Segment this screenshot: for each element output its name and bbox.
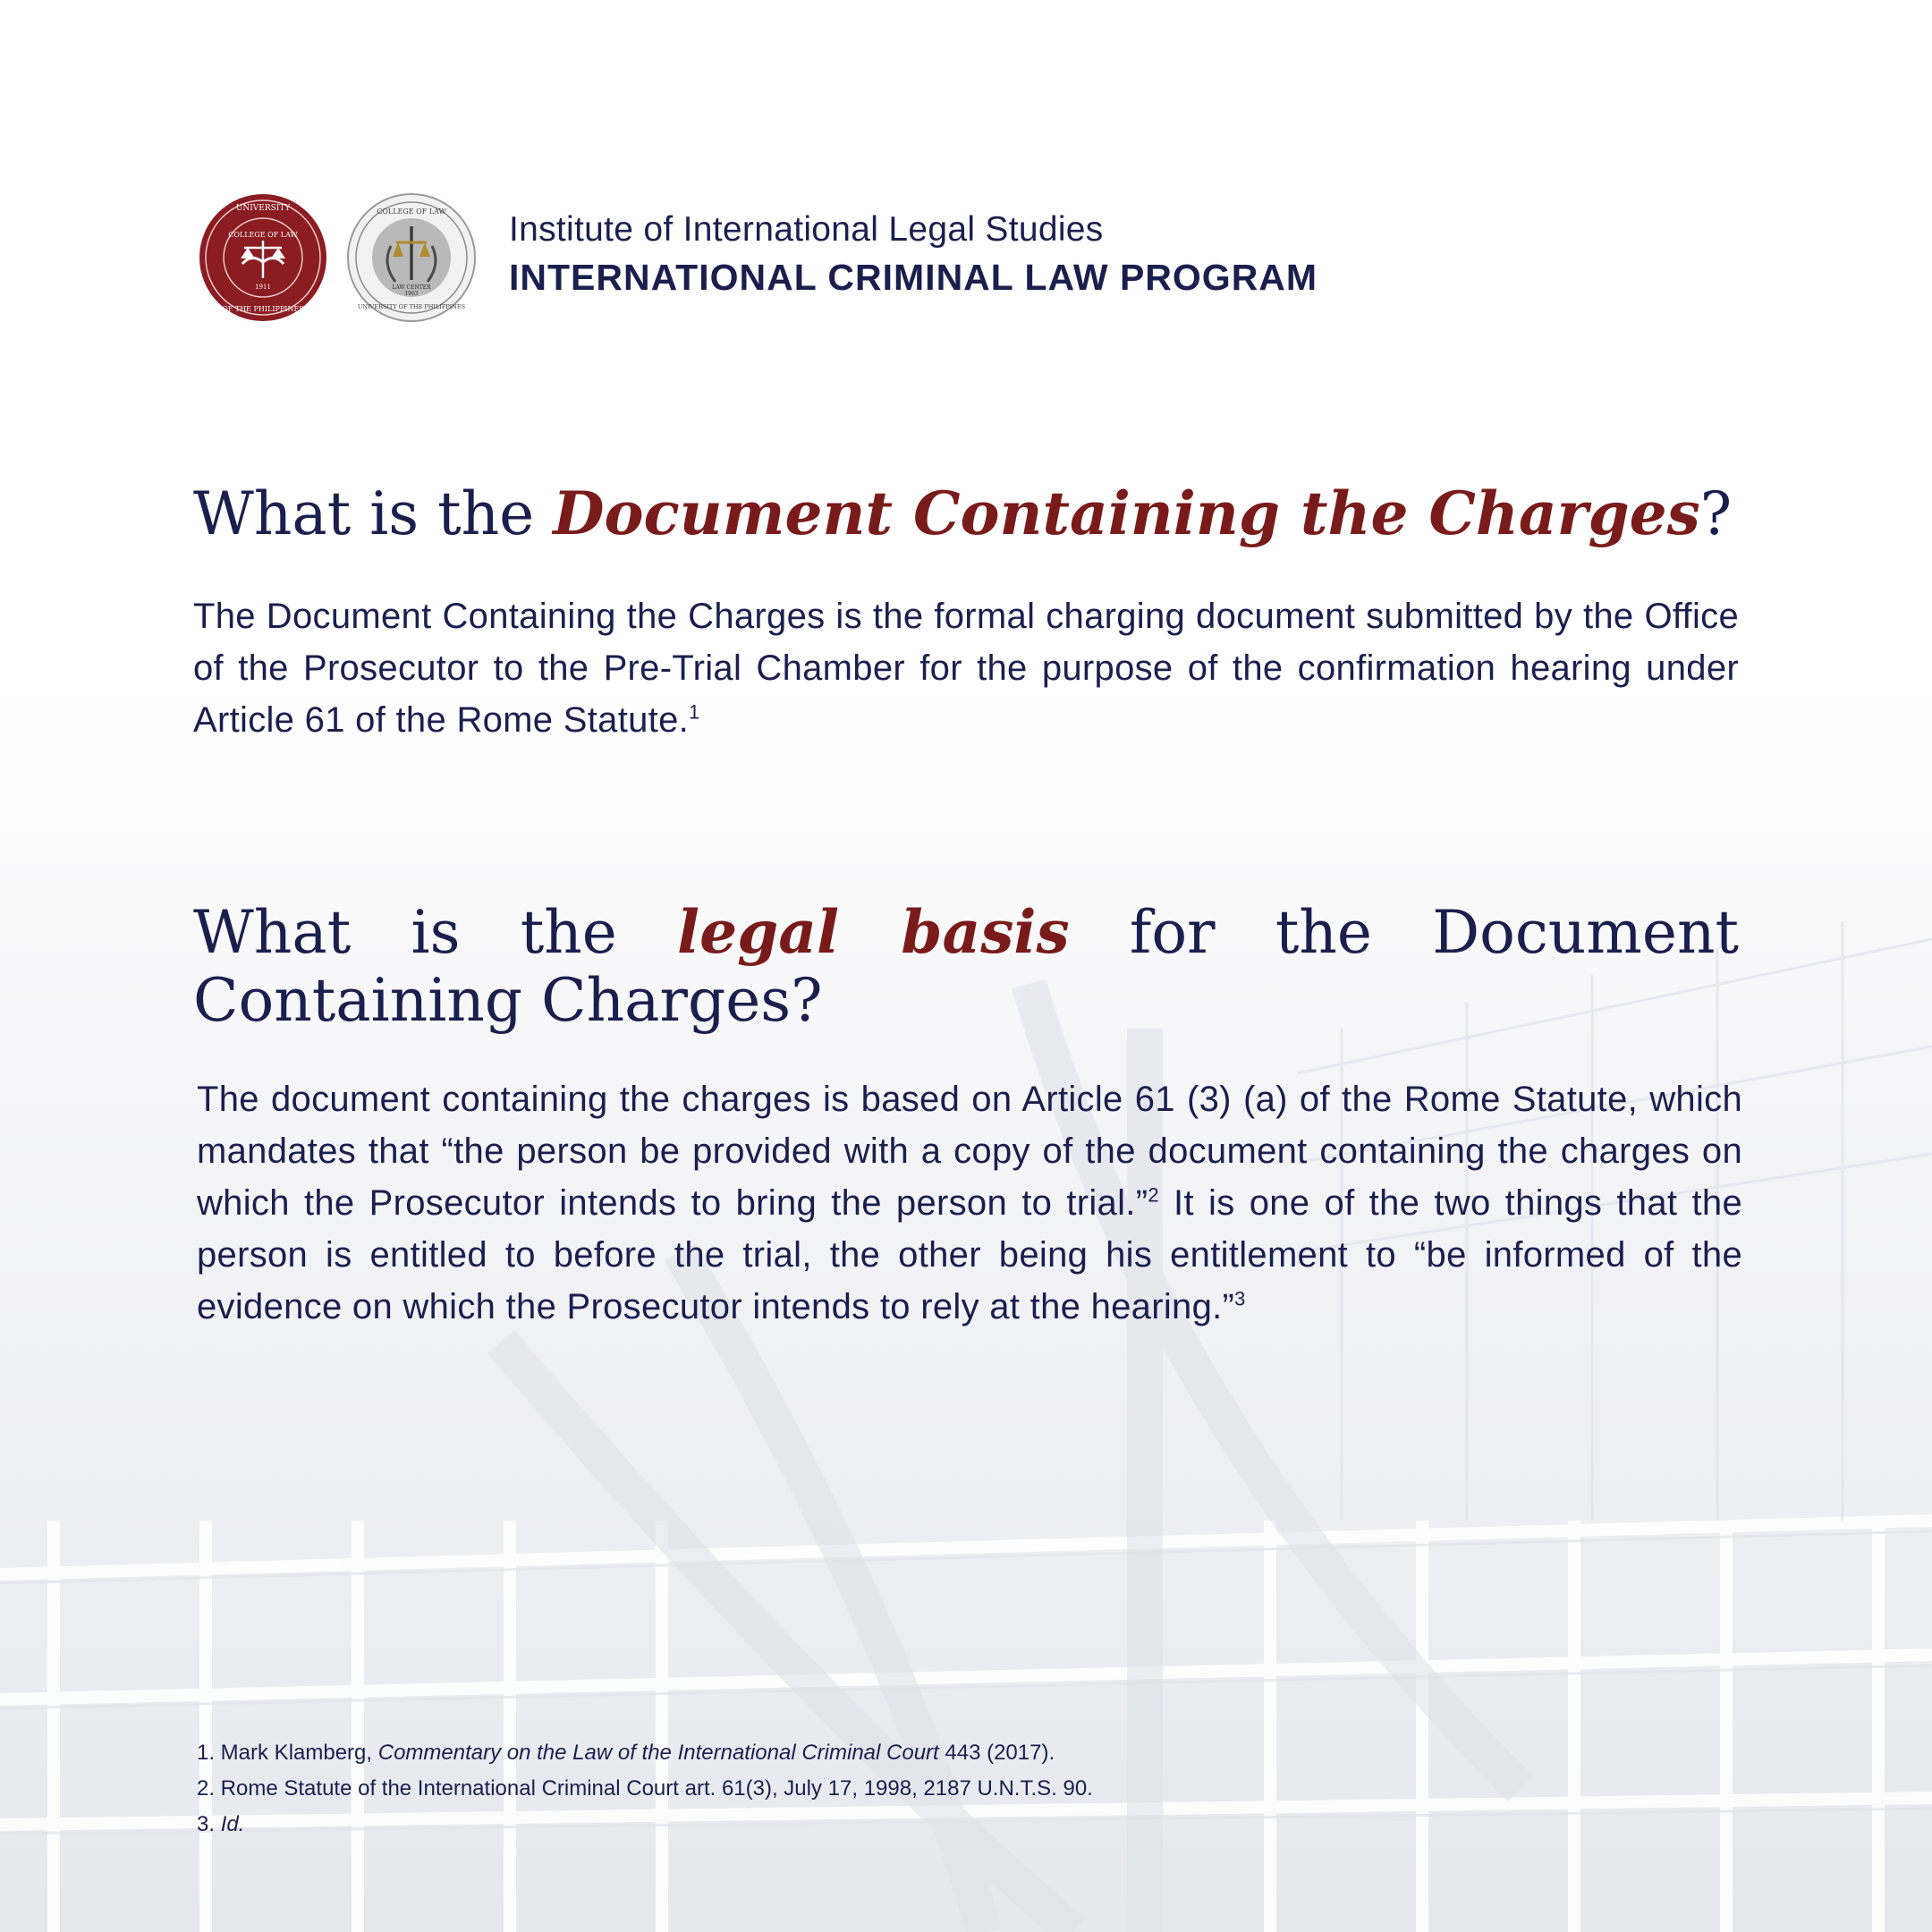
question-2-suffix: for the Document Containing Charges? — [193, 898, 1739, 1035]
svg-text:COLLEGE OF LAW: COLLEGE OF LAW — [228, 231, 298, 239]
answer-2-text-a: The document containing the charges is based on Article 61 (3) (a) of the Rome Statute, which mandates that “the person be provided with a copy of the document containing the charges on which the Prosecutor intends to bring the person to trial.” — [197, 1080, 1742, 1223]
svg-text:OF THE PHILIPPINES: OF THE PHILIPPINES — [222, 305, 304, 313]
footnote-3 — [197, 1807, 1628, 1843]
footnote-3-id: Id. — [220, 1812, 245, 1836]
svg-text:UNIVERSITY: UNIVERSITY — [235, 204, 291, 213]
svg-text:1963: 1963 — [404, 291, 419, 297]
svg-text:LAW CENTER: LAW CENTER — [392, 284, 431, 291]
program-name: INTERNATIONAL CRIMINAL LAW PROGRAM — [509, 257, 1318, 298]
footnote-1 — [197, 1735, 1628, 1771]
footnote-ref-2: 2 — [1148, 1183, 1159, 1207]
answer-2-text-b: It is one of the two things that the person is entitled to before the trial, the other being his entitlement to “be informed of the evidence on which the Prosecutor intends to rely at the hearing.” — [197, 1183, 1742, 1326]
svg-text:1911: 1911 — [255, 284, 271, 291]
question-1-heading — [193, 479, 1767, 549]
svg-text:COLLEGE OF LAW: COLLEGE OF LAW — [377, 208, 446, 216]
footnote-2-text: 2. Rome Statute of the International Criminal Court art. 61(3), July 17, 1998, 2187 U.N.T.S. 90. — [197, 1776, 1093, 1801]
institute-name: Institute of International Legal Studies — [509, 210, 1104, 249]
up-college-of-law-seal — [198, 192, 328, 323]
question-1-emphasis: Document Containing the Charges — [553, 479, 1700, 548]
footnote-ref-3: 3 — [1234, 1287, 1246, 1310]
footnote-2 — [197, 1771, 1628, 1807]
footnote-3-pre: 3. — [197, 1812, 221, 1836]
answer-2-paragraph — [197, 1073, 1742, 1333]
answer-1-paragraph — [193, 590, 1739, 746]
up-law-center-seal — [346, 192, 477, 323]
question-1-suffix: ? — [1699, 479, 1733, 548]
question-1-prefix: What is the — [193, 479, 554, 548]
question-2-heading — [193, 898, 1739, 1035]
footnotes — [197, 1735, 1628, 1843]
question-2-emphasis: legal basis — [677, 897, 1070, 967]
footnote-1-post: 443 (2017). — [938, 1741, 1055, 1765]
footnote-ref-1: 1 — [689, 700, 700, 724]
question-2-prefix: What is the — [193, 898, 678, 967]
footnote-1-title: Commentary on the Law of the International Criminal Court — [377, 1741, 939, 1765]
footnote-1-pre: 1. Mark Klamberg, — [197, 1741, 378, 1765]
svg-text:UNIVERSITY OF THE PHILIPPINES: UNIVERSITY OF THE PHILIPPINES — [357, 303, 466, 310]
answer-1-text: The Document Containing the Charges is the formal charging document submitted by the Office of the Prosecutor to the Pre-Trial Chamber for the purpose of the confirmation hearing under Article 61 of the Rome Statute. — [193, 597, 1739, 740]
